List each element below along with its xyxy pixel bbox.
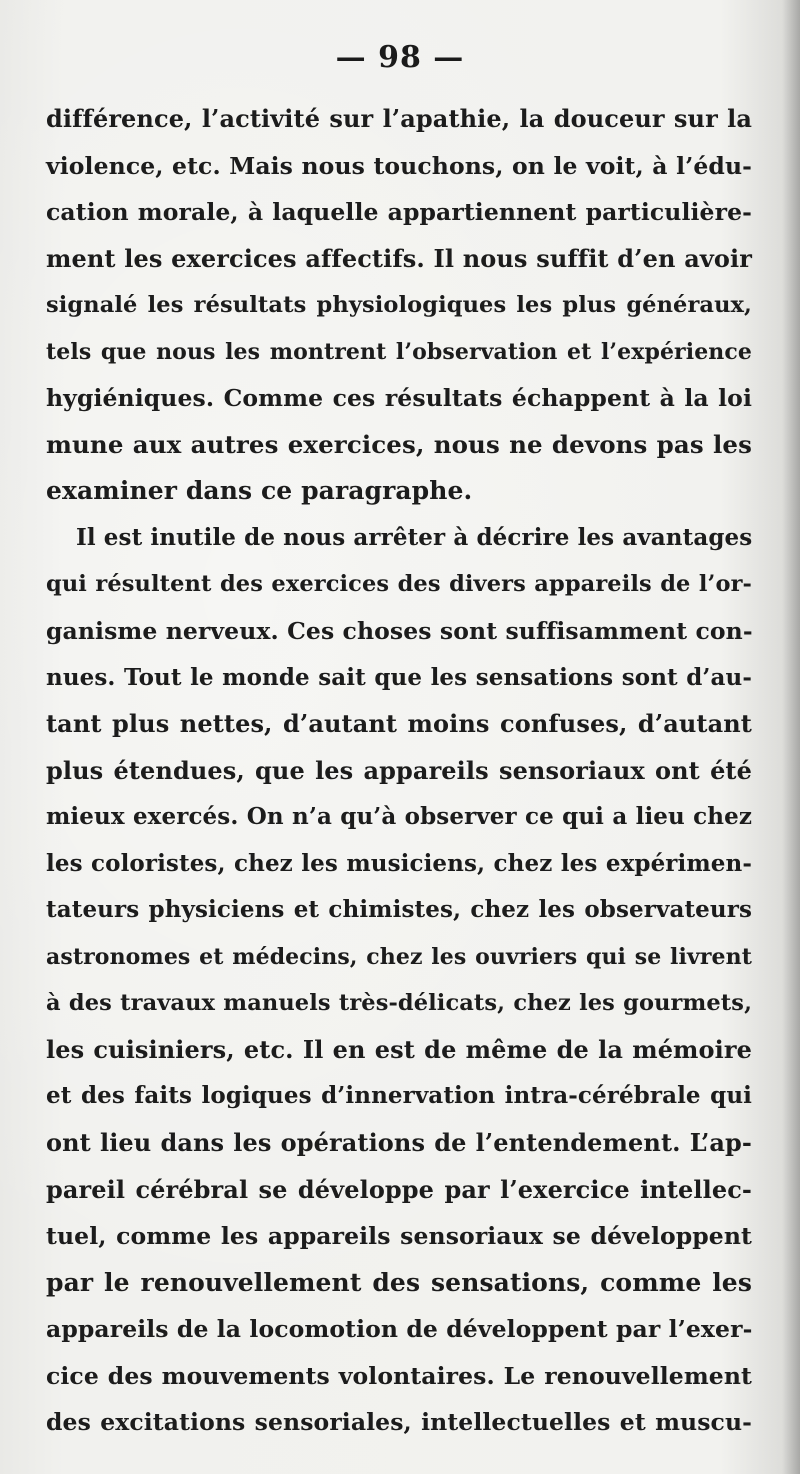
text-line-4: ment les exercices affectifs. Il nous suffit d’en avoir — [46, 243, 752, 273]
text-line-28: cice des mouvements volontaires. Le renouvellement — [46, 1361, 752, 1390]
text-line-6: tels que nous les montrent l’observation et l’expérience — [46, 338, 752, 365]
text-line-8: mune aux autres exercices, nous ne devons pas les — [46, 429, 752, 459]
text-line-10: Il est inutile de nous arrêter à décrire les avantages — [76, 523, 753, 551]
text-line-5: signalé les résultats physiologiques les plus généraux, — [46, 292, 752, 319]
text-line-29: des excitations sensoriales, intellectuelles et muscu- — [46, 1408, 752, 1437]
body-text — [46, 96, 752, 1446]
page-number: — 98 — — [335, 40, 465, 75]
text-line-7: hygiéniques. Comme ces résultats échappent à la loi — [46, 384, 752, 413]
text-line-23: ont lieu dans les opérations de l’entendement. L’ap- — [46, 1128, 752, 1158]
text-line-16: mieux exercés. On n’a qu’à observer ce qui a lieu chez — [46, 803, 752, 831]
text-line-12: ganisme nerveux. Ces choses sont suffisamment con- — [46, 617, 753, 646]
text-line-22: et des faits logiques d’innervation intra-cérébrale qui — [46, 1082, 752, 1110]
page-edge-shadow — [782, 0, 800, 1474]
text-line-2: violence, etc. Mais nous touchons, on le voit, à l’édu- — [46, 151, 752, 180]
text-line-20: à des travaux manuels très-délicats, chez les gourmets, — [46, 990, 752, 1017]
text-line-13: nues. Tout le monde sait que les sensations sont d’au- — [46, 663, 752, 691]
text-line-1: différence, l’activité sur l’apathie, la douceur sur la — [46, 104, 752, 133]
text-line-17: les coloristes, chez les musiciens, chez les expérimen- — [46, 849, 752, 877]
text-line-19: astronomes et médecins, chez les ouvriers qui se livrent — [46, 943, 752, 970]
text-line-24: pareil cérébral se développe par l’exercice intellec- — [46, 1174, 752, 1204]
text-line-26: par le renouvellement des sensations, comme les — [46, 1267, 752, 1297]
text-line-27: appareils de la locomotion de développent par l’exer- — [46, 1315, 753, 1344]
text-line-11: qui résultent des exercices des divers appareils de l’or- — [46, 571, 752, 598]
text-line-18: tateurs physiciens et chimistes, chez les observateurs — [46, 896, 752, 924]
text-line-25: tuel, comme les appareils sensoriaux se développent — [46, 1222, 752, 1251]
text-line-9: examiner dans ce paragraphe. — [46, 476, 473, 506]
text-line-21: les cuisiniers, etc. Il en est de même de la mémoire — [46, 1034, 752, 1064]
text-line-3: cation morale, à laquelle appartiennent particulière- — [46, 198, 752, 227]
text-line-15: plus étendues, que les appareils sensoriaux ont été — [46, 755, 752, 785]
text-line-14: tant plus nettes, d’autant moins confuses, d’autant — [46, 709, 752, 739]
